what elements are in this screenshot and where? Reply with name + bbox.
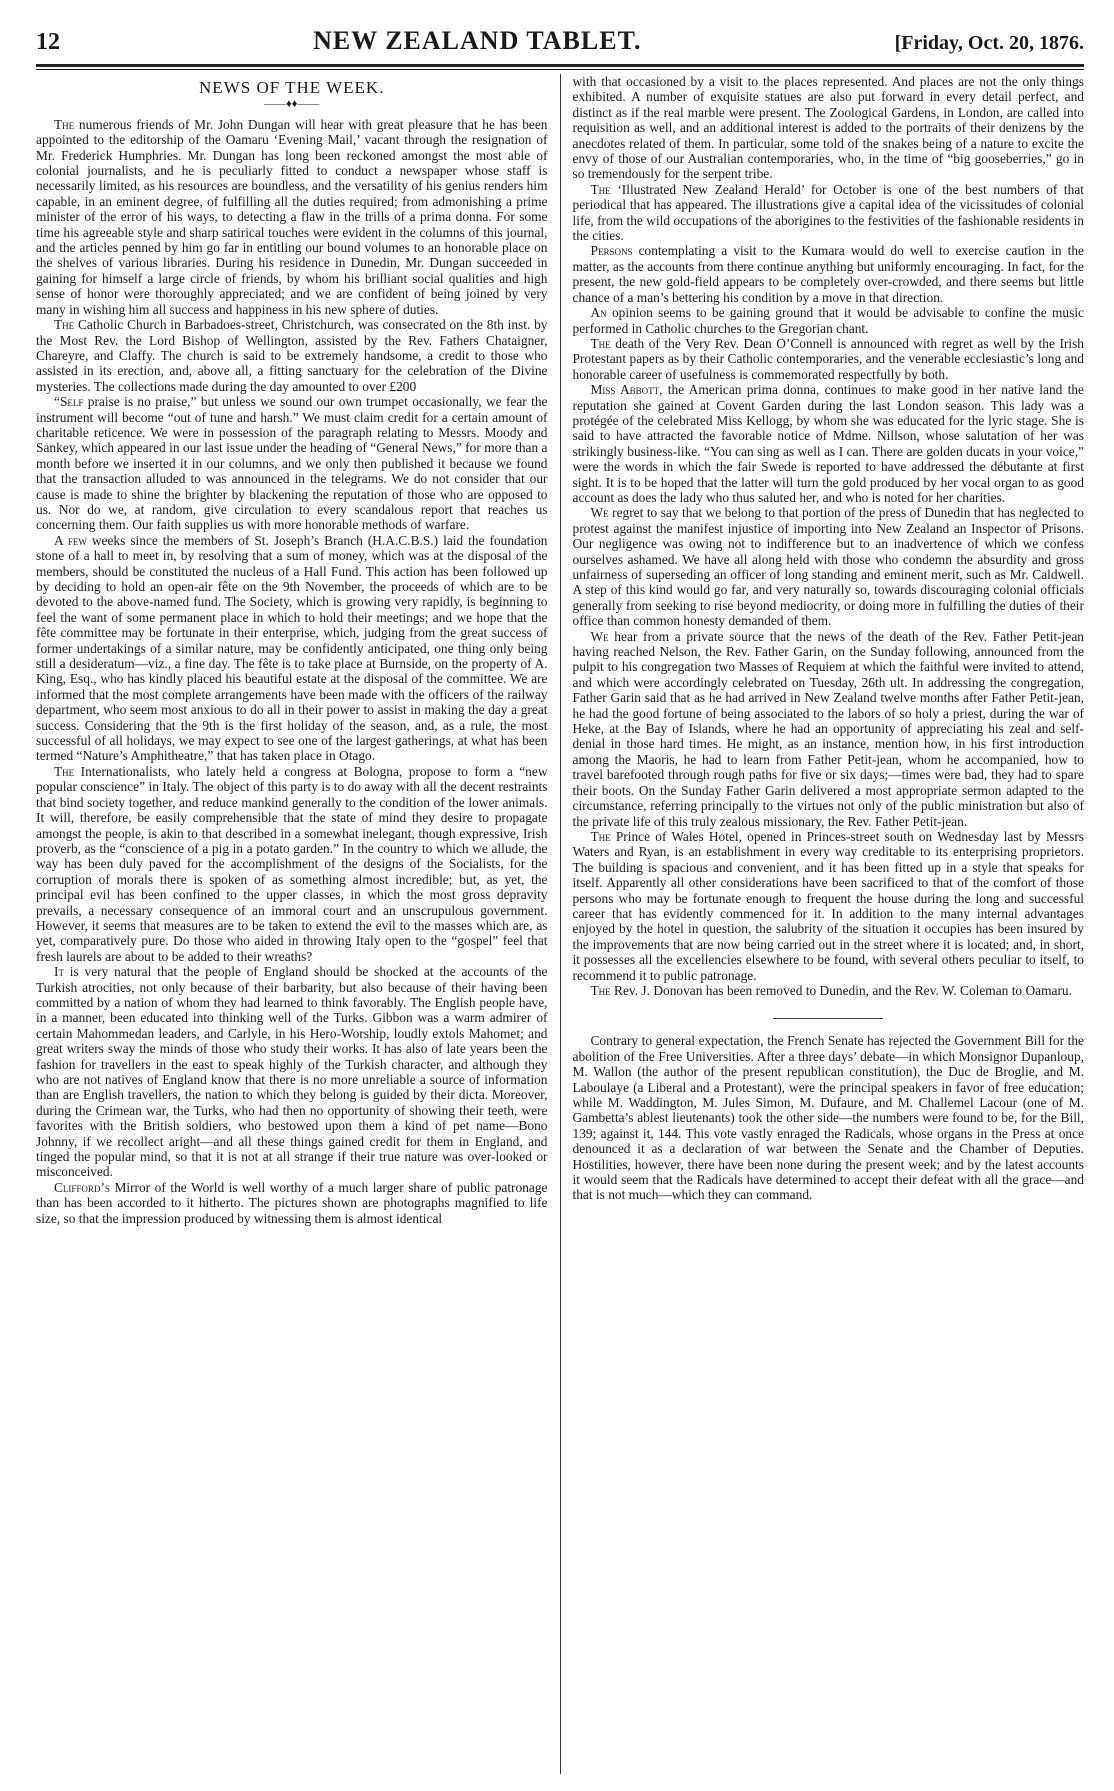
article-paragraph [573,336,1085,382]
paragraph-text: Mirror of the World is well worthy of a much larger share of public patronage than has been accorded to it hitherto. The pictures shown are photographs magnified to life size, so that the impression produced by witnessing them is almost identical [36,1179,548,1226]
column-separator-rule [773,1018,883,1019]
article-paragraph [573,983,1085,998]
article-paragraph [36,964,548,1180]
masthead [36,26,1084,60]
article-paragraph [573,829,1085,983]
paragraph-text: Catholic Church in Barbadoes-street, Christchurch, was consecrated on the 8th inst. by the Most Rev. the Lord Bishop of Wellington, assisted by the Rev. Fathers Chataigner, Chareyre, and Claffy. The church is said to be extremely handsome, a credit to those who assisted in its erection, and, above all, a fitting sanctuary for the celebration of the Divine mysteries. The collections made during the day amounted to over £200 [36,317,548,394]
paragraph-lead: The [54,116,75,132]
columns [36,74,1084,1774]
french-senate-article [573,1033,1085,1202]
paragraph-text: numerous friends of Mr. John Dungan will hear with great pleasure that he has been appointed to the editorship of the Oamaru ‘Evening Mail,’ vacant through the resignation of Mr. Frederick Humphries. Mr. Dungan has long been reckoned amongst the most able of colonial journalists, and he is peculiarly fitted to conduct a newspaper whose staff is necessarily limited, as his resources are boundless, and the versatility of his genius renders him capable, in an eminent degree, of fulfilling all the duties required; from admonishing a prime minister of the error of his ways, to detecting a flaw in the trills of a prima donna. For some time his agreeable style and sharp satirical touches were evident in the columns of this journal, and the articles penned by him go far in entitling our bound volumes to an honorable place on the shelves of various libraries. During his residence in Dunedin, Mr. Dungan succeeded in gaining for himself a large circle of friends, by whom his brilliant social qualities and high sense of honor were thoroughly appreciated; and we are confident of being joined by very many in wishing him all success and happiness in his new sphere of duties. [36,116,548,317]
paragraph-lead: The [54,317,75,333]
article-paragraph [573,243,1085,305]
article-paragraph [573,505,1085,628]
paragraph-text: ‘Illustrated New Zealand Herald’ for October is one of the best numbers of that periodical that has appeared. The illustrations give a capital idea of the vicissitudes of colonial life, from the wild occupations of the aborigines to the festivities of the fashionable residents in the cities. [572,181,1084,244]
article-paragraph [36,117,548,317]
section-ornament: ——♦♦—— [264,98,320,111]
page-number: 12 [36,29,60,55]
paragraph-lead: We [590,628,609,644]
right-column-articles [573,74,1085,998]
paragraph-lead: Clifford’s [54,1179,110,1195]
paragraph-lead: “Self [54,394,84,410]
paragraph-lead: The [590,181,611,197]
article-paragraph [573,182,1085,244]
article-paragraph [573,1033,1085,1202]
paragraph-text: Internationalists, who lately held a congress at Bologna, propose to form a “new popular conscience” in Italy. The object of this party is to do away with all the decent restraints that bind society together, and reduce mankind generally to the condition of the lower animals. It will, therefore, be easily comprehensible that the state of mind they desire to propagate amongst the people, is akin to that described in a somewhat inelegant, though expressive, Irish proverb, as the “conscience of a pig in a potato garden.” In the country to which we allude, the way has been duly paved for the accomplishment of the designs of the Socialists, for the corruption of morals there is spoken of as something almost incredible; but, as yet, the principal evil has been confined to the upper classes, in which the most gross depravity prevails, a necessary consequence of an immoral court and an unscrupulous government. However, it seems that measures are to be taken to extend the evil to the masses which are, as yet, comparatively pure. Do those who aided in throwing Italy open to the “gospel” feel that fresh laurels are about to be added to their wreaths? [36,763,548,964]
article-paragraph [36,764,548,964]
paragraph-text: the American prima donna, continues to make good in her native land the reputation she gained at Covent Garden during the last London season. This lady was a protégée of the celebrated Miss Kellogg, by whom she was educated for the lyric stage. She is said to have attracted the favorable notice of Mdme. Nillson, whose salutation of her was strikingly business-like. “You can sing as well as I can. There are golden ducats in your voice,” were the words in which the fair Swede is reported to have addressed the débutante at first sight. It is to be hoped that the latter will turn the gold produced by her vocal organ to as good account as does the lady who thus saluted her, and who is noted for her charities. [572,382,1084,505]
article-paragraph [36,1180,548,1226]
issue-date: [Friday, Oct. 20, 1876. [894,32,1084,54]
paragraph-text: Contrary to general expectation, the French Senate has rejected the Government Bill for the abolition of the Free Universities. After a three days’ debate—in which Monsignor Dupanloup, M. Wallon (the author of the present republican constitution), the Duc de Broglie, and M. Laboulaye (a Liberal and a Protestant), were the principal speakers in favor of free education; while M. Waddington, M. Jules Simon, M. Dufaure, and M. Challemel Lacour (one of M. Gambetta’s ablest lieutenants) took the other side—the numbers were found to be, for the Bill, 139; against it, 144. This vote vastly enraged the Radicals, whose organs in the Press at once denounced it as a declaration of war between the Senate and the Chamber of Deputies. Hostilities, however, there have been none during the present week; and by the latest accounts it would seem that the Radicals have determined to accept their defeat with all the grace—and that is not much—which they can command. [572,1033,1084,1203]
paragraph-text: with that occasioned by a visit to the places represented. And places are not the only things exhibited. A number of exquisite statues are also put forward in every detail perfect, and distinct as if the real marble were present. The Zoological Gardens, in London, are called into requisition as well, and an additional interest is added to the portraits of their denizens by the anecdotes related of them. In particular, some told of the snakes being of a nature to excite the envy of those of our Australian contemporaries, who, in the time of “big gooseberries,” go in so tremendously for the serpent tribe. [572,74,1084,182]
paragraph-lead: Persons [590,243,633,259]
paragraph-text: opinion seems to be gaining ground that it would be advisable to confine the music performed in Catholic churches to the Gregorian chant. [572,305,1084,336]
paragraph-text: contemplating a visit to the Kumara would do well to exercise caution in the matter, as the accounts from there continue anything but uniformly encouraging. In fact, for the present, the new gold-field appears to be completely over-crowded, and there seems but little chance of a man’s bettering his condition by a move in that direction. [572,243,1084,305]
article-paragraph [573,629,1085,829]
paragraph-text: praise is no praise,” but unless we sound our own trumpet occasionally, we fear the instrument will become “out of tune and harsh.” We must claim credit for a certain amount of charitable reticence. We were in possession of the paragraph relating to Messrs. Moody and Sankey, which appeared in our last issue under the heading of “General News,” for more than a month before we inserted it in our columns, and we only then published it because we found that the transaction alluded to was announced in the telegrams. We do not consider that our cause is made to shine the brighter by blackening the reputation of those who are opposed to us. Nor do we, at random, give circulation to every scandalous report that reaches us concerning them. Our faith supplies us with more honorable methods of warfare. [36,394,548,533]
paragraph-text: regret to say that we belong to that portion of the press of Dunedin that has neglected to protest against the manifest injustice of importing into New Zealand an Inspector of Prisons. Our negligence was owing not to indifference but to an inadvertence of which we confess ourselves ashamed. We have all along held with those who condemn the absurdity and gross unfairness of superseding an officer of long standing and eminent merit, such as Mr. Caldwell. A step of this kind would go far, and very naturally so, towards discouraging colonial officials generally from seeking to rise beyond mediocrity, or doing more in fulfilling the duties of their office than common honesty demanded of them. [572,505,1084,629]
left-column [36,74,560,1774]
article-paragraph [573,74,1085,182]
article-paragraph [36,394,548,533]
paragraph-text: is very natural that the people of England should be shocked at the accounts of the Turkish atrocities, not only because of their barbarity, but also because of their having been committed by a nation of whom they had learned to think favorably. The English people have, in a manner, been educated into thinking well of the Turks. Gibbon was a warm admirer of certain Mahommedan leaders, and Carlyle, in his Hero-Worship, loudly extols Mahomet; and great writers sway the minds of those who study their works. It has also of late years been the fashion for travellers in the east to speak highly of the Turkish character, and although they who are not natives of England know that there is no more unreliable a source of information than are English travellers, the nation to which they belong is guided by their dicta. Moreover, during the Crimean war, the Turks, who had then no opportunity of showing their teeth, were favorites with the British soldiers, who bestowed upon them a kind of pet name—Bono Johnny, if we recollect aright—and all these things gained credit for them in England, and tinged the popular mind, so that it is not at all strange if their true nature was over-looked or misconceived. [36,964,548,1180]
paragraph-text: death of the Very Rev. Dean O’Connell is announced with regret as well by the Irish Protestant papers as by their Catholic contemporaries, and the venerable ecclesiastic’s long and honorable career of usefulness is commemorated respectfully by both. [572,335,1084,382]
article-paragraph [36,317,548,394]
paragraph-lead: Miss Abbott, [590,382,663,398]
paragraph-lead: The [590,982,611,998]
masthead-rule-thin [36,69,1084,70]
right-column [560,74,1085,1774]
paragraph-text: Rev. J. Donovan has been removed to Dunedin, and the Rev. W. Coleman to Oamaru. [610,982,1072,998]
paragraph-lead: The [590,335,611,351]
section-heading: NEWS OF THE WEEK. [199,78,385,97]
left-column-articles [36,117,548,1226]
paragraph-lead: The [590,828,611,844]
article-paragraph [573,382,1085,505]
masthead-rule [36,64,1084,67]
paragraph-lead: It [54,964,64,980]
paragraph-lead: The [54,763,75,779]
paragraph-lead: An [590,305,607,321]
article-paragraph [36,533,548,764]
paragraph-lead: We [590,505,609,521]
paragraph-lead: A few [54,532,87,548]
article-paragraph [573,305,1085,336]
paragraph-text: hear from a private source that the news of the death of the Rev. Father Petit-jean having reached Nelson, the Rev. Father Garin, on the Sunday following, announced from the pulpit to his congregation two Masses of Requiem at which the faithful were invited to attend, and which were accordingly celebrated on Tuesday, 26th ult. In addressing the congregation, Father Garin said that as he had arrived in New Zealand twelve months after Father Petit-jean, he had the good fortune of being associated to the labors of so holy a priest, during the war of Heke, at the Bay of Islands, where he had an opportunity of appreciating his zeal and self-denial in those hard times. He might, as an instance, mention how, in his first introduction among the Maoris, he had to learn from Father Petit-jean, whom he accompanied, how to travel barefooted through rough paths for five or six days;—times were bad, they had to spare their boots. On the Sunday Father Garin delivered a most appropriate sermon adapted to the circumstance, referring principally to the virtues not only of the public ministration but also of the private life of this truly zealous missionary, the Rev. Father Petit-jean. [572,628,1084,829]
paragraph-text: Prince of Wales Hotel, opened in Princes-street south on Wednesday last by Messrs Waters and Ryan, is an establishment in every way creditable to its enterprising proprietors. The building is spacious and convenient, and it has been fitted up in a style that speaks for itself. Apparently all other considerations have been sacrificed to that of the comfort of those persons who may be fortunate enough to frequent the house during the long and successful career that has evidently commenced for it. In addition to the many internal advantages enjoyed by the hotel in question, the salubrity of the situation it occupies has been insured by the improvements that are now being carried out in the street where it is located; and, in short, it possesses all the excellencies elsewhere to be found, with several others peculiar to itself, to recommend it to public patronage. [572,828,1084,983]
paragraph-text: weeks since the members of St. Joseph’s Branch (H.A.C.B.S.) laid the foundation stone of a hall to meet in, by resolving that a sum of money, which was at the disposal of the members, should be constituted the nucleus of a Hall Fund. This action has been followed up by deciding to hold an open-air fête on the 9th November, the proceeds of which are to be devoted to the above-named fund. The Society, which is growing very rapidly, is beginning to feel the want of some permanent place in which to hold their meetings; and we hope that the fête committee may be fortunate in their enterprise, which, judging from the great success of former undertakings of a similar nature, may be confidently anticipated, one thing only being still a desideratum—viz., a fine day. The fête is to take place at Burnside, on the property of A. King, Esq., who has kindly placed his beautiful estate at the disposal of the committee. We are informed that the most complete arrangements have been made with the officers of the railway department, who seem most anxious to do all in their power to assist in making the day a great success. Considering that the 9th is the first holiday of the season, and, as a rule, the most successful of all holidays, we may expect to see one of the largest gatherings, at what has been termed “Nature’s Amphitheatre,” that has taken place in Otago. [36,532,548,764]
newspaper-title: NEW ZEALAND TABLET. [313,26,642,55]
